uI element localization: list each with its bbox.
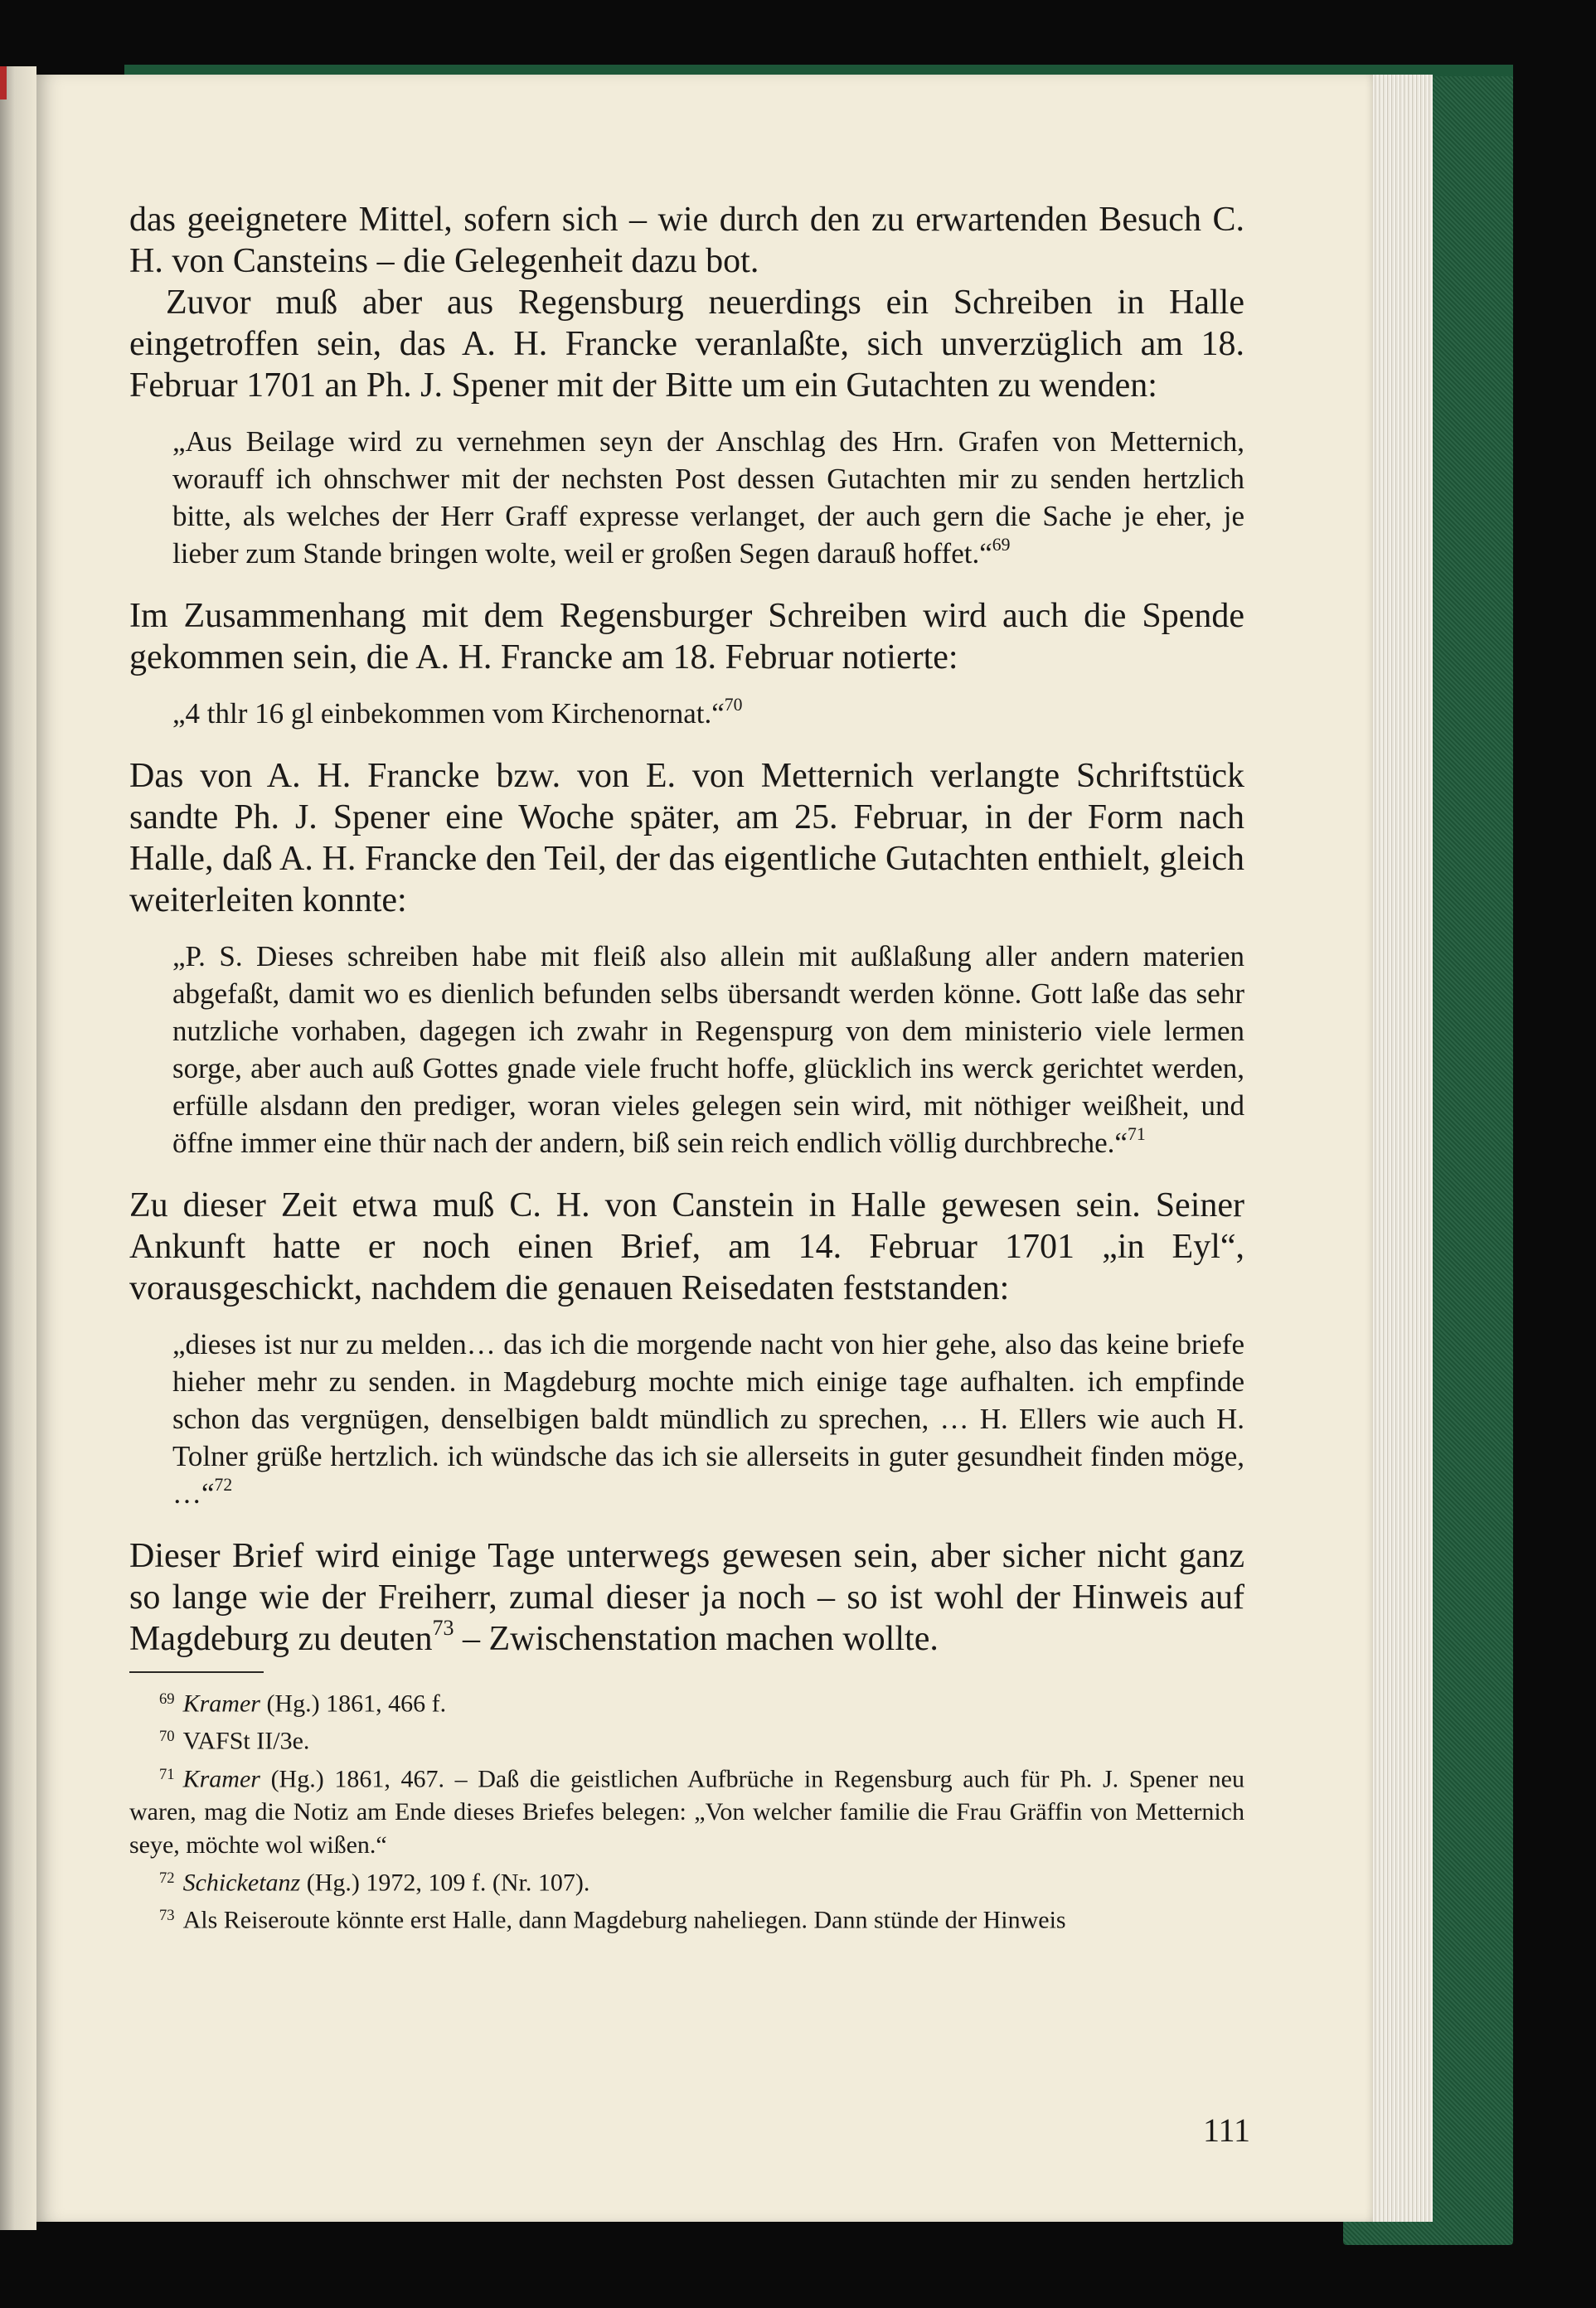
quote-1-text: „Aus Beilage wird zu vernehmen seyn der Anschlag des Hrn. Grafen von Metternich, worauff ich ohnschwer mit der nechsten Post dessen Gutachten mir zu senden hertzlich bitte, als welches der Herr Graff expresse verlanget, der auch gern die Sache je eher, je lieber zum Stande bringen wolte, weil er großen Segen darauß hoffet.“ — [172, 425, 1244, 570]
paragraph-2: Zuvor muß aber aus Regensburg neuerdings ein Schreiben in Halle eingetroffen sein, das A. H. Francke veranlaßte, sich unverzüglich am 18. Februar 1701 an Ph. J. Spener mit der Bitte um ein Gutachten zu wenden: — [129, 284, 1244, 405]
footnotes — [129, 1683, 1244, 1937]
footnote-72: $^{72}$ Schicketanz (Hg.) 1972, 109 f. (Nr. 107). — [159, 1869, 590, 1897]
quote-1 — [172, 423, 1244, 572]
footnote-ref-71: 71 — [1127, 1123, 1146, 1144]
paragraph-6-end: – Zwischenstation machen wollte. — [454, 1620, 939, 1658]
quote-3-text: „P. S. Dieses schreiben habe mit fleiß also allein mit außlaßung aller andern materien abgefaßt, damit wo es dienlich befunden selbs übersandt werden könne. Gott laße das sehr nutzliche vorhaben, dagegen ich zwahr in Regenspurg von dem ministerio viele lermen sorge, aber auch auß Gottes gnade viele frucht hoffe, glücklich ins werck gerichtet werden, erfülle alsdann den prediger, woran vieles gelegen sein wird, mit nöthiger weißheit, und öffne immer eine thür nach der andern, biß sein reich endlich völlig durchbreche.“ — [172, 940, 1244, 1159]
book-page — [36, 75, 1373, 2222]
quote-4-text: „dieses ist nur zu melden… das ich die morgende nacht von hier gehe, also das keine briefe hieher mehr zu senden. in Magdeburg mochte mich einige tage aufhalten. ich empfinde schon das vergnügen, denselbigen baldt mündlich zu sprechen, … H. Ellers wie auch H. Tolner grüße hertzlich. ich wündsche das ich sie allerseits in guter gesundheit finden möge, …“ — [172, 1328, 1244, 1510]
footnote-ref-70: 70 — [724, 694, 743, 715]
footnote-71: $^{71}$ Kramer (Hg.) 1861, 467. – Daß die geistlichen Aufbrüche in Regensburg auch für Ph. J. Spener neu waren, mag die Notiz am Ende dieses Briefes belegen: „Von welcher familie die Frau Gräffin von Metternich seye, möchte wol wißen.“ — [129, 1764, 1244, 1859]
paragraph-6-text: Dieser Brief wird einige Tage unterwegs gewesen sein, aber sicher nicht ganz so lange wie der Freiherr, zumal dieser ja noch – so ist wohl der Hinweis auf Magdeburg zu deuten — [129, 1537, 1244, 1658]
paragraph-4: Das von A. H. Francke bzw. von E. von Metternich verlangte Schriftstück sandte Ph. J. Spener eine Woche später, am 25. Februar, in der Form nach Halle, daß A. H. Francke den Teil, der das eigentliche Gutachten enthielt, gleich weiterleiten konnte: — [129, 757, 1244, 919]
paragraph-1: das geeignetere Mittel, sofern sich – wie durch den zu erwartenden Besuch C. H. von Cansteins – die Gelegenheit dazu bot. — [129, 201, 1244, 280]
paragraph-5: Zu dieser Zeit etwa muß C. H. von Canstein in Halle gewesen sein. Seiner Ankunft hatte er noch einen Brief, am 14. Februar 1701 „in Eyl“, vorausgeschickt, nachdem die genauen Reisedaten feststanden: — [129, 1186, 1244, 1307]
footnote-ref-69: 69 — [992, 534, 1011, 555]
bookmark-ribbon — [0, 66, 7, 99]
quote-2 — [172, 695, 1244, 732]
left-page-edge — [0, 66, 36, 2230]
quote-2-text: „4 thlr 16 gl einbekommen vom Kirchenornat.“ — [172, 697, 725, 730]
quote-3 — [172, 938, 1244, 1161]
footnote-73: $^{73}$ Als Reiseroute könnte erst Halle, dann Magdeburg naheliegen. Dann stünde der Hinweis — [159, 1906, 1066, 1934]
paragraph-3: Im Zusammenhang mit dem Regensburger Schreiben wird auch die Spende gekommen sein, die A. H. Francke am 18. Februar notierte: — [129, 597, 1244, 676]
page-content — [129, 199, 1244, 1937]
footnote-69: $^{69}$ Kramer (Hg.) 1861, 466 f. — [159, 1690, 447, 1718]
page-stack-edges — [1372, 75, 1433, 2222]
paragraph-6 — [129, 1535, 1244, 1660]
quote-4 — [172, 1326, 1244, 1512]
footnote-ref-72: 72 — [214, 1474, 233, 1495]
footnote-70: $^{70}$ VAFSt II/3e. — [159, 1727, 310, 1755]
footnote-ref-73: 73 — [432, 1615, 454, 1640]
page-number: 111 — [1202, 2112, 1250, 2149]
